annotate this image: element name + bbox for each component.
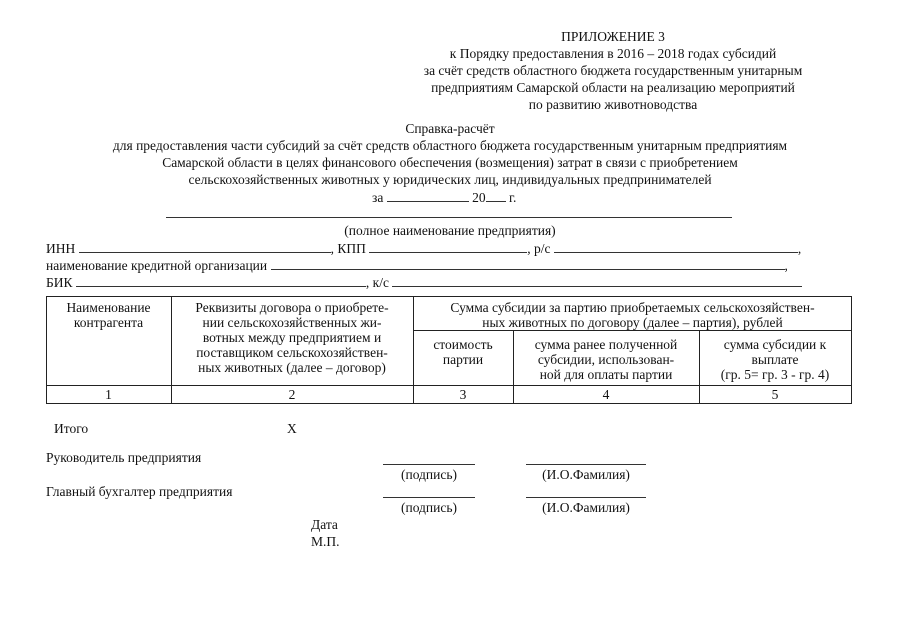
document-title: Справка-расчёт <box>405 121 495 136</box>
col-number-4: 4 <box>602 387 610 402</box>
total-mark: X <box>287 421 297 436</box>
report-period <box>372 190 516 205</box>
heading-line-1: для предоставления части субсидий за счёт средств областного бюджета государственным унитарным предприятиям <box>112 138 788 153</box>
company-name-line <box>166 217 732 218</box>
period-suffix: г. <box>508 190 517 205</box>
table-border-top <box>46 296 852 297</box>
header-previous-subsidy: сумма ранее полученной субсидии, использован- ной для оплаты партии <box>534 337 678 382</box>
appendix-line-2: за счёт средств областного бюджета государственным унитарным <box>423 63 803 78</box>
header-batch-cost: стоимость партии <box>433 337 493 367</box>
appendix-line-4: по развитию животноводства <box>528 97 698 112</box>
subsidy-table <box>46 296 852 404</box>
period-prefix: за <box>372 190 384 205</box>
total-label: Итого <box>54 421 89 436</box>
accountant-signature-line <box>383 497 475 498</box>
rs-blank <box>554 241 798 253</box>
table-border-bottom <box>46 403 852 404</box>
inn-row <box>46 241 801 256</box>
period-year-blank <box>486 190 506 202</box>
appendix-line-1: к Порядку предоставления в 2016 – 2018 годах субсидий <box>449 46 777 61</box>
ks-label: , к/с <box>365 275 389 290</box>
director-name-line <box>526 464 646 465</box>
heading-line-3: сельскохозяйственных животных у юридических лиц, индивидуальных предпринимателей <box>188 172 712 187</box>
table-group-divider <box>413 330 852 331</box>
accountant-label: Главный бухгалтер предприятия <box>46 484 233 499</box>
inn-label: ИНН <box>46 241 76 256</box>
rs-comma: , <box>797 241 802 256</box>
ks-blank <box>392 275 802 287</box>
company-name-caption: (полное наименование предприятия) <box>344 223 556 238</box>
kpp-label: , КПП <box>330 241 366 256</box>
header-payable-subsidy: сумма субсидии к выплате (гр. 5= гр. 3 - гр. 4) <box>720 337 830 382</box>
rs-label: , р/с <box>527 241 551 256</box>
bank-label: наименование кредитной организации <box>46 258 268 273</box>
kpp-blank <box>369 241 527 253</box>
bik-label: БИК <box>46 275 73 290</box>
stamp-label: М.П. <box>311 534 340 549</box>
header-subsidy-group: Сумма субсидии за партию приобретаемых сельскохозяйствен- ных животных по договору (далее – партия), рублей <box>450 300 815 330</box>
appendix-title: ПРИЛОЖЕНИЕ 3 <box>561 29 665 44</box>
bank-blank <box>271 258 785 270</box>
col-number-2: 2 <box>288 387 296 402</box>
director-signature-caption: (подпись) <box>400 467 458 482</box>
heading-line-2: Самарской области в целях финансового обеспечения (возмещения) затрат в связи с приобретением <box>162 155 738 170</box>
date-label: Дата <box>311 517 338 532</box>
accountant-name-caption: (И.О.Фамилия) <box>542 500 630 515</box>
header-contract-details: Реквизиты договора о приобрете- нии сельскохозяйственных жи- вотных между предприятием и поставщиком сельскохозяйствен- ных животных (далее – договор) <box>195 300 389 375</box>
col-number-3: 3 <box>459 387 467 402</box>
director-signature-line <box>383 464 475 465</box>
period-date-blank <box>387 190 469 202</box>
col-number-5: 5 <box>771 387 779 402</box>
inn-blank <box>79 241 331 253</box>
appendix-line-3: предприятиям Самарской области на реализацию мероприятий <box>431 80 795 95</box>
bank-row <box>46 258 788 273</box>
header-contractor: Наименование контрагента <box>66 300 151 330</box>
accountant-name-line <box>526 497 646 498</box>
accountant-signature-caption: (подпись) <box>400 500 458 515</box>
bik-blank <box>76 275 366 287</box>
period-year: 20 <box>472 190 486 205</box>
table-header-divider <box>46 385 852 386</box>
director-label: Руководитель предприятия <box>46 450 202 465</box>
bank-comma: , <box>784 258 788 273</box>
bik-row <box>46 275 802 290</box>
director-name-caption: (И.О.Фамилия) <box>542 467 630 482</box>
col-number-1: 1 <box>105 387 112 402</box>
